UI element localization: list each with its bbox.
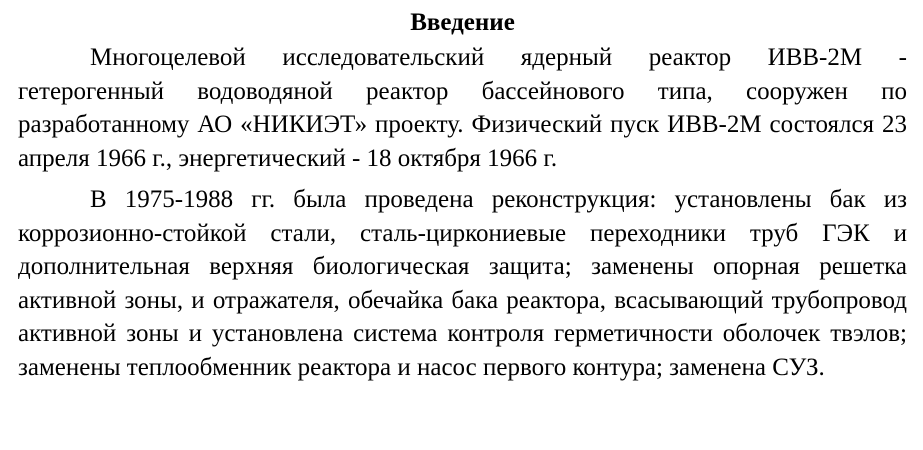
paragraph-intro: Многоцелевой исследовательский ядерный реактор ИВВ-2М - гетерогенный водоводяной реактор бассейнового типа, сооружен по разработанному АО «НИКИЭТ» проекту. Физический пуск ИВВ-2М состоялся 23 апреля 1966 г., энергетический - 18 октября 1966 г. [18, 44, 907, 172]
document-page [18, 0, 907, 384]
paragraph-reconstruction: В 1975-1988 гг. была проведена реконструкция: установлены бак из коррозионно-стойкой стали, сталь-циркониевые переходники труб ГЭК и дополнительная верхняя биологическая защита; заменены опорная решетка активной зоны, и отражателя, обечайка бака реактора, всасывающий трубопровод активной зоны и установлена система контроля герметичности оболочек твэлов; заменены теплообменник реактора и насос первого контура; заменена СУЗ. [18, 186, 907, 381]
section-title: Введение [410, 9, 515, 36]
